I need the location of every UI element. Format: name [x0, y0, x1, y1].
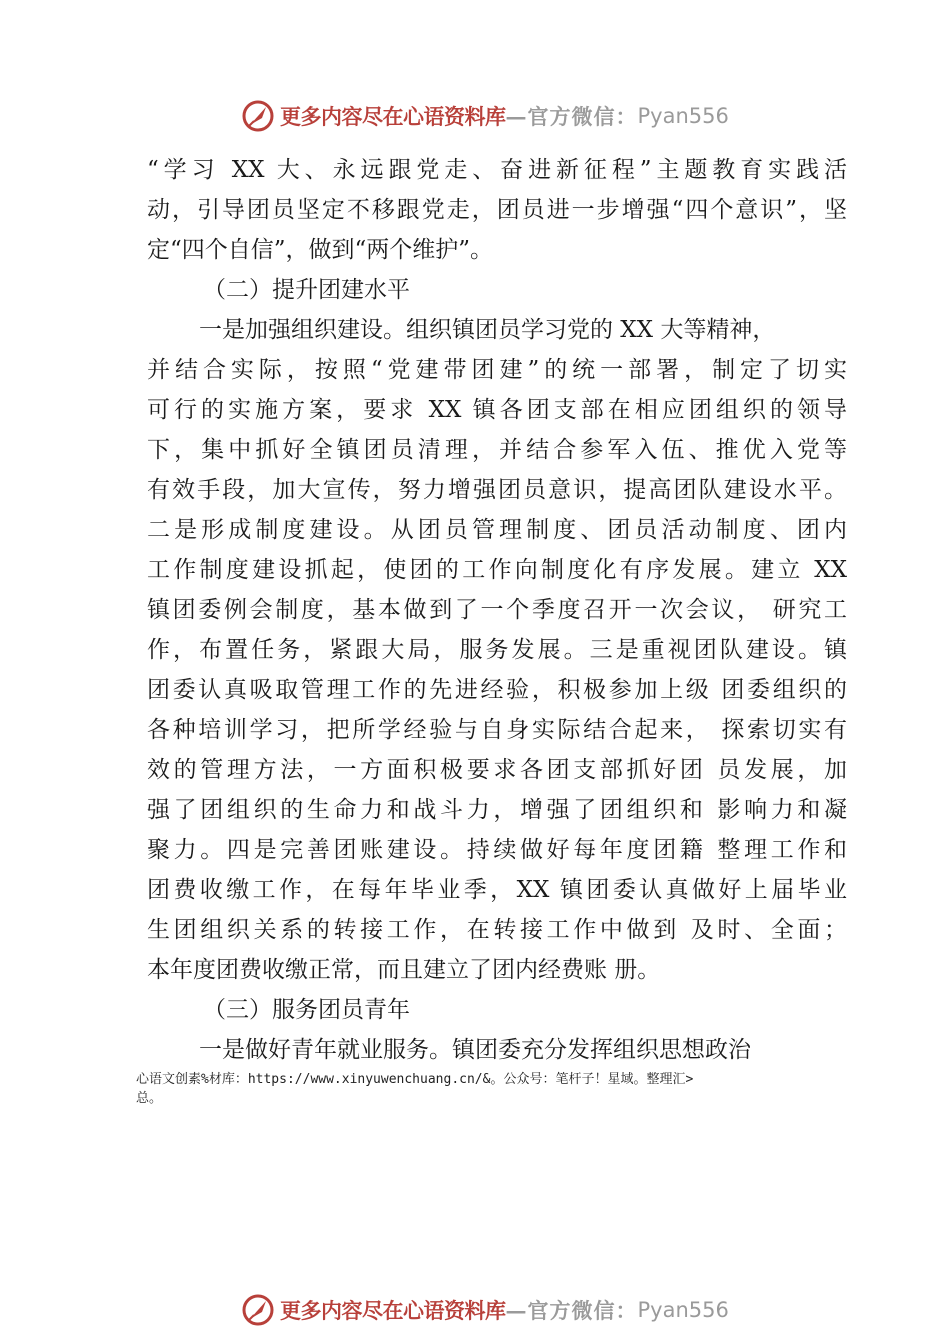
banner-dash: —: [505, 1297, 528, 1323]
document-body: [147, 150, 847, 1070]
body-line: 生团组织关系的转接工作，在转接工作中做到 及时、全面；: [147, 917, 847, 943]
quill-logo-icon: [240, 98, 276, 134]
body-line: 强了团组织的生命力和战斗力，增强了团组织和 影响力和凝: [147, 797, 847, 823]
banner-dash: —: [505, 103, 528, 129]
body-line: 一是加强组织建设。组织镇团员学习党的 XX 大等精神，: [199, 317, 776, 343]
body-line: 动，引导团员坚定不移跟党走，团员进一步增强“四个意识”，坚: [147, 197, 847, 223]
body-line: 二是形成制度建设。从团员管理制度、团员活动制度、团内: [147, 517, 847, 543]
body-line: 团费收缴工作，在每年毕业季，XX 镇团委认真做好上届毕业: [147, 877, 847, 903]
body-line: 并结合实际，按照“党建带团建”的统一部署，制定了切实: [147, 357, 847, 383]
banner-red-text: 更多内容尽在心语资料库: [280, 1298, 506, 1323]
body-line: 下，集中抓好全镇团员清理，并结合参军入伍、推优入党等: [147, 437, 847, 463]
body-line: 聚力。四是完善团账建设。持续做好每年度团籍 整理工作和: [147, 837, 847, 863]
body-line: 定“四个自信”，做到“两个维护”。: [147, 237, 494, 263]
body-line: 本年度团费收缴正常，而且建立了团内经费账 册。: [147, 957, 661, 983]
body-line: 作，布置任务，紧跟大局，服务发展。三是重视团队建设。镇: [147, 637, 847, 663]
header-watermark: [240, 96, 760, 136]
section-heading-3: （三）服务团员青年: [203, 997, 410, 1023]
footnote-line: 总。: [136, 1091, 163, 1106]
body-line: 团委认真吸取管理工作的先进经验，积极参加上级 团委组织的: [147, 677, 847, 703]
body-line: 一是做好青年就业服务。镇团委充分发挥组织思想政治: [199, 1037, 751, 1063]
body-line: 各种培训学习，把所学经验与自身实际结合起来， 探索切实有: [147, 717, 847, 743]
body-line: “学习 XX 大、永远跟党走、奋进新征程”主题教育实践活: [147, 157, 847, 183]
body-line: 可行的实施方案，要求 XX 镇各团支部在相应团组织的领导: [147, 397, 847, 423]
body-line: 有效手段，加大宣传，努力增强团员意识，提高团队建设水平。: [147, 477, 847, 503]
footnote-line: 心语文创素%材库：https://www.xinyuwenchuang.cn/&。公众号：笔杆子！星域。整理汇>: [136, 1072, 694, 1087]
banner-grey-text: 官方微信：: [527, 104, 638, 129]
quill-logo-icon: [240, 1292, 276, 1328]
section-heading-2: （二）提升团建水平: [203, 277, 410, 303]
banner-red-text: 更多内容尽在心语资料库: [280, 104, 506, 129]
banner-wechat-id: Pyan556: [637, 104, 729, 128]
banner-grey-text: 官方微信：: [527, 1298, 638, 1323]
footer-watermark: [240, 1290, 760, 1330]
source-footnote: [136, 1070, 846, 1108]
banner-wechat-id: Pyan556: [637, 1298, 729, 1322]
body-line: 效的管理方法，一方面积极要求各团支部抓好团 员发展，加: [147, 757, 847, 783]
body-line: 工作制度建设抓起，使团的工作向制度化有序发展。建立 XX: [147, 557, 847, 583]
body-line: 镇团委例会制度，基本做到了一个季度召开一次会议， 研究工: [147, 597, 847, 623]
